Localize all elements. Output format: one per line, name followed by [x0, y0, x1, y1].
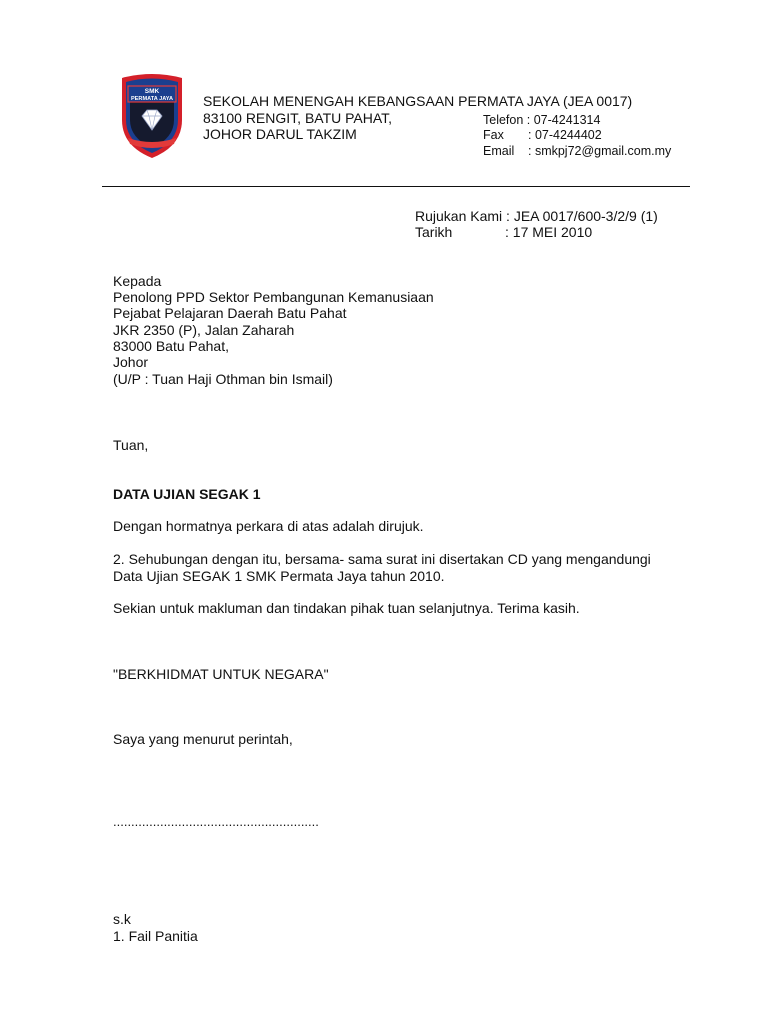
school-crest-logo	[118, 72, 186, 160]
paragraph-3: Sekian untuk makluman dan tindakan pihak tuan selanjutnya. Terima kasih.	[113, 600, 580, 616]
rujukan-value: : JEA 0017/600-3/2/9 (1)	[506, 208, 658, 224]
school-name: SEKOLAH MENENGAH KEBANGSAAN PERMATA JAYA (JEA 0017)	[203, 93, 633, 109]
contact-email-label: Email	[483, 144, 515, 158]
motto: "BERKHIDMAT UNTUK NEGARA"	[113, 666, 329, 682]
contact-fax-label: Fax	[483, 128, 504, 142]
recipient-line: (U/P : Tuan Haji Othman bin Ismail)	[113, 371, 333, 387]
crest-label-line2: PERMATA JAYA	[130, 96, 174, 102]
paragraph-1: Dengan hormatnya perkara di atas adalah dirujuk.	[113, 518, 424, 534]
contact-email-value: : smkpj72@gmail.com.my	[528, 144, 672, 158]
rujukan-label: Rujukan Kami	[415, 208, 503, 224]
sk-label: s.k	[113, 911, 131, 927]
letter-subject: DATA UJIAN SEGAK 1	[113, 486, 261, 502]
recipient-line: Johor	[113, 354, 149, 370]
tarikh-label: Tarikh	[415, 224, 453, 240]
closing: Saya yang menurut perintah,	[113, 731, 293, 747]
recipient-line: 83000 Batu Pahat,	[113, 338, 229, 354]
salutation: Tuan,	[113, 437, 149, 453]
signature-line: .........................................................	[113, 814, 319, 829]
address-line-1: 83100 RENGIT, BATU PAHAT,	[203, 110, 393, 126]
recipient-line: Pejabat Pelajaran Daerah Batu Pahat	[113, 305, 347, 321]
contact-fax	[483, 127, 602, 143]
recipient-line: JKR 2350 (P), Jalan Zaharah	[113, 322, 295, 338]
sk-item-1: 1. Fail Panitia	[113, 928, 198, 944]
recipient-line: Kepada	[113, 273, 162, 289]
contact-telefon: Telefon : 07-4241314	[483, 113, 601, 127]
reference-rujukan	[415, 208, 658, 224]
paragraph-2-line-1: 2. Sehubungan dengan itu, bersama- sama surat ini disertakan CD yang mengandungi	[113, 551, 651, 567]
reference-tarikh	[415, 224, 592, 240]
header-divider	[102, 186, 690, 187]
crest-label-line1: SMK	[144, 88, 160, 95]
paragraph-2-line-2: Data Ujian SEGAK 1 SMK Permata Jaya tahun 2010.	[113, 568, 445, 584]
contact-email	[483, 143, 671, 159]
contact-fax-value: : 07-4244402	[528, 128, 602, 142]
tarikh-value: : 17 MEI 2010	[505, 224, 593, 240]
recipient-line: Penolong PPD Sektor Pembangunan Kemanusiaan	[113, 289, 434, 305]
address-line-2: JOHOR DARUL TAKZIM	[203, 126, 357, 142]
